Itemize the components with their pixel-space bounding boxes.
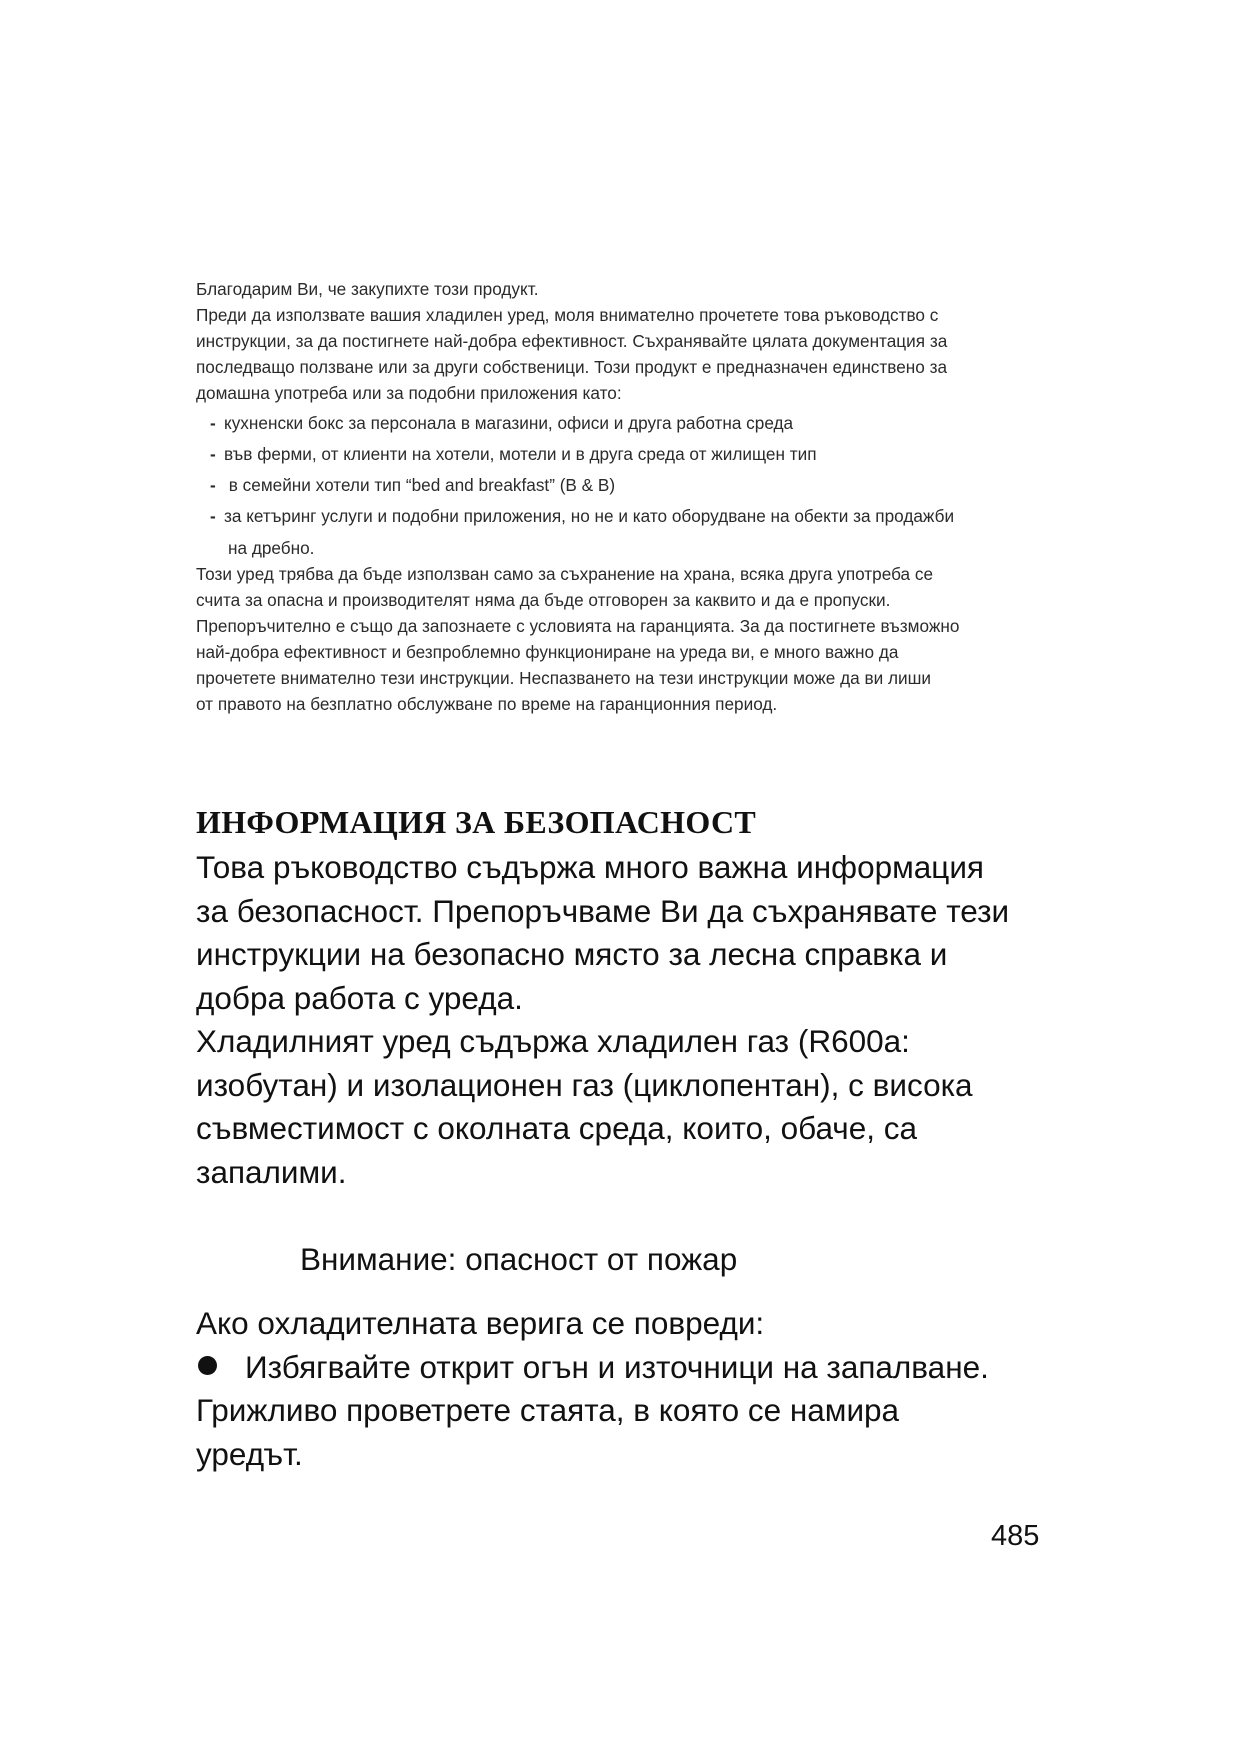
closing-line: най-добра ефективност и безпроблемно функциониране на уреда ви, е много важно да	[196, 642, 899, 662]
dash-bullet-icon: -	[210, 506, 216, 526]
usage-list-item	[210, 410, 1056, 436]
cooling-circuit-intro: Ако охладителната верига се повреди:	[196, 1305, 765, 1341]
safety-line: съвместимост с околната среда, които, обаче, са	[196, 1110, 918, 1146]
safety-line: запалими.	[196, 1153, 347, 1190]
closing-line: счита за опасна и производителят няма да бъде отговорен за каквито и да е пропуски.	[196, 590, 891, 610]
page-number: 485	[991, 1520, 1040, 1552]
intro-line: инструкции, за да постигнете най-добра ефективност. Съхранявайте цялата документация за	[196, 331, 948, 351]
usage-list-item	[210, 472, 1056, 498]
intro-text-block	[196, 276, 1056, 717]
dash-bullet-icon: -	[210, 413, 216, 433]
usage-list-item-text: кухненски бокс за персонала в магазини, офиси и друга работна среда	[224, 413, 794, 433]
safety-line: инструкции на безопасно място за лесна справка и	[196, 936, 948, 972]
intro-line: домашна употреба или за подобни приложения като:	[196, 383, 622, 403]
usage-list-item	[210, 503, 1056, 561]
safety-line: Това ръководство съдържа много важна информация	[196, 849, 984, 885]
closing-line: Този уред трябва да бъде използван само за съхранение на храна, всяка друга употреба се	[196, 564, 934, 584]
intro-line: последващо ползване или за други собственици. Този продукт е предназначен единствено за	[196, 357, 948, 377]
closing-line: прочетете внимателно тези инструкции. Неспазването на тези инструкции може да ви лиши	[196, 668, 931, 688]
safety-heading: ИНФОРМАЦИЯ ЗА БЕЗОПАСНОСТ	[196, 804, 756, 840]
usage-list	[196, 410, 1056, 561]
round-bullet-icon	[198, 1356, 217, 1375]
safety-line: изобутан) и изолационен газ (циклопентан), с висока	[196, 1066, 973, 1103]
dash-bullet-icon: -	[210, 444, 216, 464]
cooling-circuit-block	[196, 1302, 1076, 1476]
fire-warning: Внимание: опасност от пожар	[300, 1241, 738, 1277]
intro-line: Благодарим Ви, че закупихте този продукт.	[196, 279, 539, 299]
usage-list-item-text: за кетъринг услуги и подобни приложения, но не и като оборудване на обекти за продажби	[224, 506, 955, 526]
safety-line: Хладилният уред съдържа хладилен газ (R600a:	[196, 1023, 910, 1059]
cooling-circuit-line: Грижливо проветрете стаята, в която се намира	[196, 1392, 900, 1428]
safety-line: добра работа с уреда.	[196, 979, 523, 1016]
safety-text-block	[196, 846, 1076, 1194]
closing-line: от правото на безплатно обслужване по време на гаранционния период.	[196, 694, 778, 714]
cooling-circuit-bullet	[196, 1346, 1076, 1390]
usage-list-item-text: във ферми, от клиенти на хотели, мотели и в друга среда от жилищен тип	[224, 444, 817, 464]
usage-list-item-text: в семейни хотели тип “bed and breakfast” (B & B)	[224, 475, 616, 495]
intro-line: Преди да използвате вашия хладилен уред, моля внимателно прочетете това ръководство с	[196, 305, 939, 325]
cooling-circuit-bullet-text: Избягвайте открит огън и източници на запалване.	[245, 1348, 989, 1385]
cooling-circuit-line: уредът.	[196, 1435, 303, 1472]
safety-line: за безопасност. Препоръчваме Ви да съхранявате тези	[196, 892, 1010, 929]
usage-list-item-continuation: на дребно.	[228, 538, 315, 558]
usage-list-item	[210, 441, 1056, 467]
dash-bullet-icon: -	[210, 475, 216, 495]
closing-line: Препоръчително е също да запознаете с условията на гаранцията. За да постигнете възможно	[196, 616, 960, 636]
